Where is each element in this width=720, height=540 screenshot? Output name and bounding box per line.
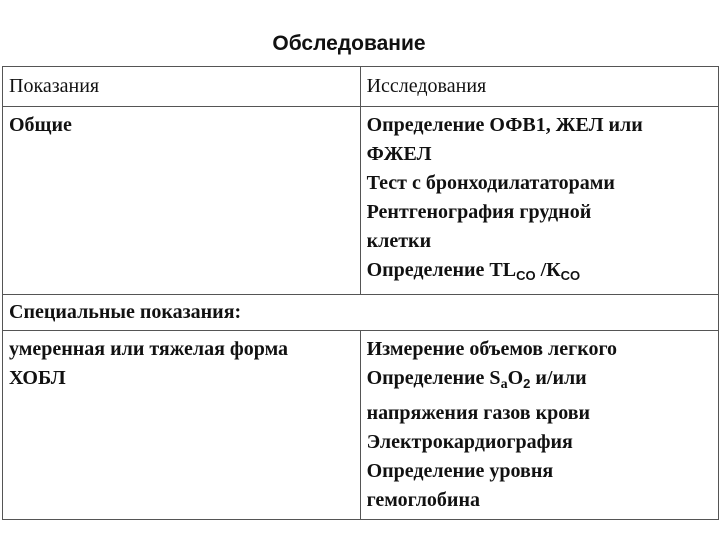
special-label xyxy=(3,295,719,331)
kco-text: /К xyxy=(535,259,561,281)
list-item-sao2 xyxy=(367,364,712,399)
list-item: ФЖЕЛ xyxy=(366,143,432,165)
list-item-tlco xyxy=(367,256,712,290)
header-indications: Показания xyxy=(3,67,361,107)
list-item: гемоглобина xyxy=(366,489,480,511)
list-item: Электрокардиография xyxy=(366,431,573,453)
sao2-tail: и/или xyxy=(530,367,587,389)
header-investigations: Исследования xyxy=(360,67,718,107)
list-item: Определение ОФВ1, ЖЕЛ или xyxy=(366,114,643,136)
table-header-row xyxy=(3,67,719,107)
tlco-text: Определение TL xyxy=(366,259,517,281)
sao2-subscript-a: a xyxy=(500,377,508,392)
copd-label-line: ХОБЛ xyxy=(9,367,66,389)
list-item: Измерение объемов легкого xyxy=(366,338,618,360)
list-item: клетки xyxy=(366,230,432,252)
tlco-subscript: CO xyxy=(516,268,536,283)
sao2-text: Определение S xyxy=(366,367,501,389)
examination-table xyxy=(2,66,719,520)
table-row-special xyxy=(3,295,719,331)
table-row-copd xyxy=(3,331,719,520)
copd-label-line: умеренная или тяжелая форма xyxy=(9,338,289,360)
sao2-subscript-2: 2 xyxy=(523,376,531,391)
kco-subscript: CO xyxy=(560,268,581,283)
page-title: Обследование xyxy=(272,32,426,55)
sao2-o: O xyxy=(507,367,524,389)
list-item: Рентгенография грудной xyxy=(366,201,592,223)
general-investigations xyxy=(360,107,718,295)
list-item: Тест с бронходилататорами xyxy=(366,172,615,194)
list-item: напряжения газов крови xyxy=(366,402,591,424)
copd-investigations xyxy=(360,331,718,520)
special-text: Специальные показания: xyxy=(9,301,242,323)
copd-label xyxy=(3,331,361,520)
general-label: Общие xyxy=(3,107,361,295)
list-item: Определение уровня xyxy=(366,460,554,482)
table-row-general xyxy=(3,107,719,295)
